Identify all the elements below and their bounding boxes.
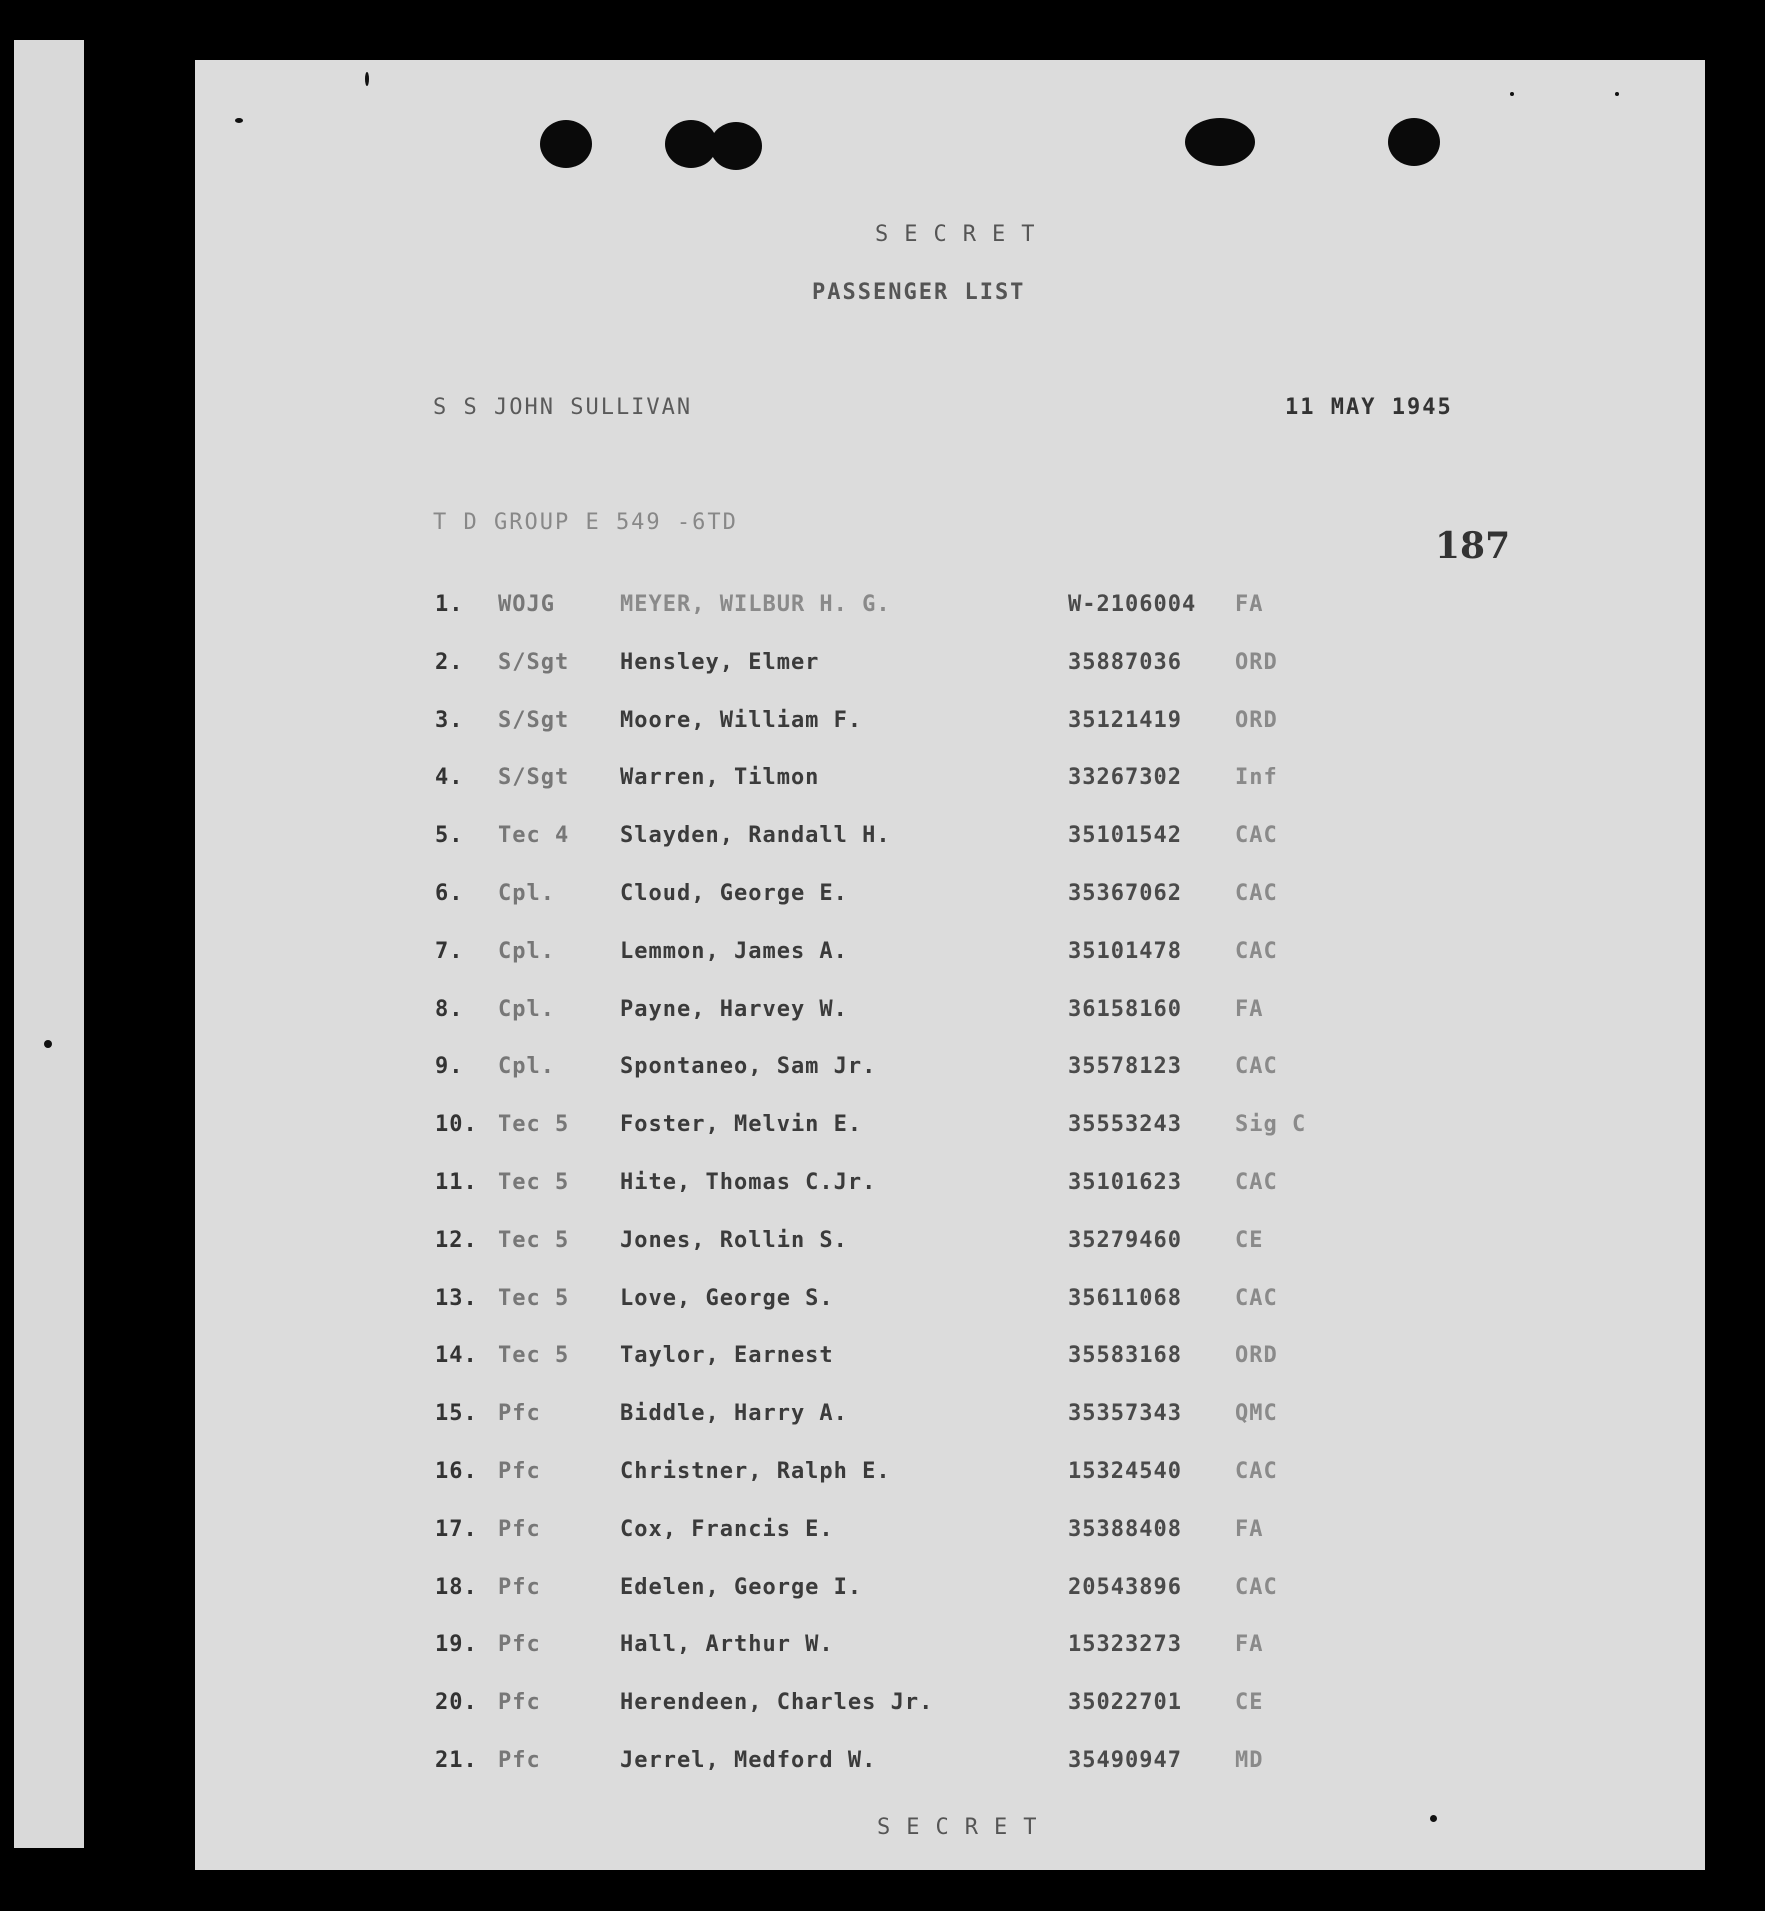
entry-name: Love, George S. bbox=[620, 1285, 834, 1311]
entry-number: 20. bbox=[435, 1690, 478, 1716]
entry-name: Slayden, Randall H. bbox=[620, 823, 891, 849]
entry-branch: CE bbox=[1235, 1690, 1264, 1716]
entry-rank: Cpl. bbox=[498, 1054, 555, 1080]
ink-speck bbox=[1510, 92, 1514, 96]
entry-name: Biddle, Harry A. bbox=[620, 1401, 848, 1427]
entry-number: 15. bbox=[435, 1401, 478, 1427]
entry-rank: S/Sgt bbox=[498, 707, 570, 733]
entry-serial: 35553243 bbox=[1068, 1112, 1182, 1138]
entry-branch: MD bbox=[1235, 1747, 1264, 1773]
entry-serial: 35101542 bbox=[1068, 823, 1182, 849]
entry-branch: ORD bbox=[1235, 707, 1278, 733]
entry-rank: WOJG bbox=[498, 592, 555, 617]
entry-number: 13. bbox=[435, 1285, 478, 1311]
entry-rank: Pfc bbox=[498, 1632, 541, 1658]
entry-serial: 33267302 bbox=[1068, 765, 1182, 791]
entry-name: Spontaneo, Sam Jr. bbox=[620, 1054, 877, 1080]
entry-serial: 35279460 bbox=[1068, 1227, 1182, 1253]
entry-name: Hite, Thomas C.Jr. bbox=[620, 1169, 877, 1195]
punch-hole bbox=[1185, 118, 1255, 166]
entry-serial: 35583168 bbox=[1068, 1343, 1182, 1369]
entry-name: MEYER, WILBUR H. G. bbox=[620, 592, 891, 617]
entry-serial: 15323273 bbox=[1068, 1632, 1182, 1658]
ink-speck bbox=[365, 72, 369, 86]
entry-number: 8. bbox=[435, 996, 464, 1022]
entry-number: 4. bbox=[435, 765, 464, 791]
ink-speck bbox=[1430, 1815, 1437, 1822]
entry-branch: CAC bbox=[1235, 1574, 1278, 1600]
entry-name: Edelen, George I. bbox=[620, 1574, 863, 1600]
entry-serial: 35101478 bbox=[1068, 938, 1182, 964]
entry-branch: CE bbox=[1235, 1227, 1264, 1253]
entry-name: Jerrel, Medford W. bbox=[620, 1747, 877, 1773]
entry-branch: CAC bbox=[1235, 1285, 1278, 1311]
entry-serial: 35611068 bbox=[1068, 1285, 1182, 1311]
entry-number: 11. bbox=[435, 1169, 478, 1195]
entry-serial: 35121419 bbox=[1068, 707, 1182, 733]
entry-rank: S/Sgt bbox=[498, 649, 570, 675]
entry-serial: 35578123 bbox=[1068, 1054, 1182, 1080]
entry-branch: CAC bbox=[1235, 938, 1278, 964]
ink-speck bbox=[44, 1040, 52, 1048]
entry-branch: FA bbox=[1235, 1632, 1264, 1658]
entry-name: Hall, Arthur W. bbox=[620, 1632, 834, 1658]
entry-name: Payne, Harvey W. bbox=[620, 996, 848, 1022]
group-designation: T D GROUP E 549 -6TD bbox=[433, 510, 738, 535]
entry-name: Lemmon, James A. bbox=[620, 938, 848, 964]
entry-name: Hensley, Elmer bbox=[620, 649, 820, 675]
entry-rank: Tec 5 bbox=[498, 1343, 570, 1369]
entry-rank: Tec 4 bbox=[498, 823, 570, 849]
entry-number: 1. bbox=[435, 592, 464, 617]
punch-hole bbox=[710, 122, 762, 170]
entry-serial: 35887036 bbox=[1068, 649, 1182, 675]
entry-name: Moore, William F. bbox=[620, 707, 863, 733]
entry-number: 19. bbox=[435, 1632, 478, 1658]
entry-name: Jones, Rollin S. bbox=[620, 1227, 848, 1253]
entry-serial: 35367062 bbox=[1068, 880, 1182, 906]
entry-rank: Pfc bbox=[498, 1747, 541, 1773]
entry-number: 5. bbox=[435, 823, 464, 849]
entry-name: Cox, Francis E. bbox=[620, 1516, 834, 1542]
entry-number: 2. bbox=[435, 649, 464, 675]
entry-branch: FA bbox=[1235, 996, 1264, 1022]
ink-speck bbox=[1615, 92, 1619, 96]
entry-branch: CAC bbox=[1235, 823, 1278, 849]
entry-number: 14. bbox=[435, 1343, 478, 1369]
entry-rank: Cpl. bbox=[498, 938, 555, 964]
entry-serial: 35022701 bbox=[1068, 1690, 1182, 1716]
entry-branch: FA bbox=[1235, 592, 1264, 617]
entry-number: 21. bbox=[435, 1747, 478, 1773]
entry-number: 7. bbox=[435, 938, 464, 964]
entry-rank: Tec 5 bbox=[498, 1285, 570, 1311]
entry-number: 10. bbox=[435, 1112, 478, 1138]
entry-branch: Sig C bbox=[1235, 1112, 1307, 1138]
punch-hole bbox=[540, 120, 592, 168]
entry-name: Warren, Tilmon bbox=[620, 765, 820, 791]
entry-branch: CAC bbox=[1235, 1169, 1278, 1195]
classification-footer: SECRET bbox=[877, 1815, 1053, 1840]
page-number: 187 bbox=[1435, 525, 1511, 567]
entry-number: 12. bbox=[435, 1227, 478, 1253]
entry-rank: Pfc bbox=[498, 1574, 541, 1600]
entry-serial: 35101623 bbox=[1068, 1169, 1182, 1195]
entry-rank: Tec 5 bbox=[498, 1112, 570, 1138]
entry-serial: 35388408 bbox=[1068, 1516, 1182, 1542]
entry-rank: Tec 5 bbox=[498, 1169, 570, 1195]
entry-serial: 20543896 bbox=[1068, 1574, 1182, 1600]
entry-branch: ORD bbox=[1235, 1343, 1278, 1369]
entry-branch: FA bbox=[1235, 1516, 1264, 1542]
entry-number: 9. bbox=[435, 1054, 464, 1080]
entry-rank: Tec 5 bbox=[498, 1227, 570, 1253]
entry-name: Christner, Ralph E. bbox=[620, 1458, 891, 1484]
entry-branch: CAC bbox=[1235, 880, 1278, 906]
entry-branch: QMC bbox=[1235, 1401, 1278, 1427]
entry-serial: 35490947 bbox=[1068, 1747, 1182, 1773]
entry-name: Foster, Melvin E. bbox=[620, 1112, 863, 1138]
entry-number: 17. bbox=[435, 1516, 478, 1542]
entry-serial: W-2106004 bbox=[1068, 592, 1197, 617]
entry-serial: 35357343 bbox=[1068, 1401, 1182, 1427]
entry-branch: CAC bbox=[1235, 1054, 1278, 1080]
entry-branch: CAC bbox=[1235, 1458, 1278, 1484]
entry-rank: Pfc bbox=[498, 1690, 541, 1716]
ink-speck bbox=[235, 118, 243, 123]
entry-number: 18. bbox=[435, 1574, 478, 1600]
punch-hole bbox=[1388, 118, 1440, 166]
entry-rank: Cpl. bbox=[498, 880, 555, 906]
document-title: PASSENGER LIST bbox=[812, 280, 1026, 305]
entry-rank: S/Sgt bbox=[498, 765, 570, 791]
list-date: 11 MAY 1945 bbox=[1285, 395, 1453, 420]
entry-number: 16. bbox=[435, 1458, 478, 1484]
entry-rank: Cpl. bbox=[498, 996, 555, 1022]
entry-name: Cloud, George E. bbox=[620, 880, 848, 906]
entry-rank: Pfc bbox=[498, 1458, 541, 1484]
entry-rank: Pfc bbox=[498, 1401, 541, 1427]
entry-rank: Pfc bbox=[498, 1516, 541, 1542]
entry-branch: Inf bbox=[1235, 765, 1278, 791]
classification-header: SECRET bbox=[875, 222, 1051, 247]
entry-serial: 36158160 bbox=[1068, 996, 1182, 1022]
entry-name: Herendeen, Charles Jr. bbox=[620, 1690, 934, 1716]
entry-serial: 15324540 bbox=[1068, 1458, 1182, 1484]
entry-branch: ORD bbox=[1235, 649, 1278, 675]
entry-number: 6. bbox=[435, 880, 464, 906]
entry-name: Taylor, Earnest bbox=[620, 1343, 834, 1369]
entry-number: 3. bbox=[435, 707, 464, 733]
ship-name: S S JOHN SULLIVAN bbox=[433, 395, 693, 420]
adjacent-page-edge bbox=[14, 40, 84, 1848]
document-page bbox=[195, 60, 1705, 1870]
